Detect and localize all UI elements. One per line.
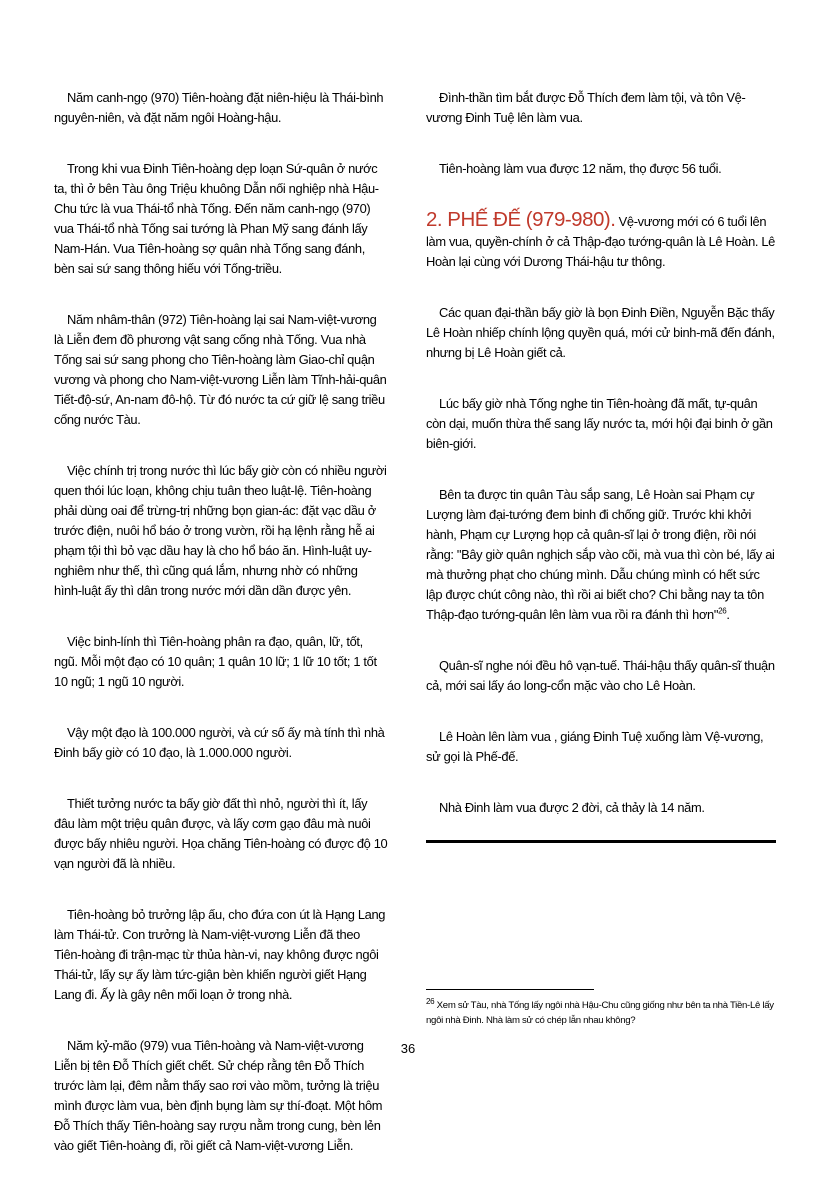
section-heading-paragraph <box>426 210 776 272</box>
paragraph: Lúc bấy giờ nhà Tống nghe tin Tiên-hoàng đã mất, tự-quân còn dại, muốn thừa thế sang lấy nước ta, mới hội đại binh ở gần biên-giới. <box>426 396 773 451</box>
page-number: 36 <box>400 1041 416 1056</box>
paragraph: Thiết tưởng nước ta bấy giờ đất thì nhỏ, người thì ít, lấy đâu làm một triệu quân được, và lấy cơm gạo đâu mà nuôi được bấy nhiêu người. Họa chăng Tiên-hoàng có được độ 10 vạn người đã là nhiều. <box>54 796 388 871</box>
paragraph: Các quan đại-thần bấy giờ là bọn Đinh Điền, Nguyễn Bặc thấy Lê Hoàn nhiếp chính lộng quyền quá, mới cử binh-mã đến đánh, nhưng bị Lê Hoàn giết cả. <box>426 305 775 360</box>
section-title: 2. PHẾ ĐẾ (979-980). <box>426 208 616 231</box>
paragraph: Lê Hoàn lên làm vua , giáng Đinh Tuệ xuống làm Vệ-vương, sử gọi là Phế-đế. <box>426 729 764 764</box>
right-column <box>426 88 776 849</box>
footnote-reference[interactable]: 26 <box>718 606 727 616</box>
paragraph: Vậy một đạo là 100.000 người, và cứ số ấy mà tính thì nhà Đinh bấy giờ có 10 đạo, là 1.000.000 người. <box>54 725 385 760</box>
paragraph: Đình-thần tìm bắt được Đỗ Thích đem làm tội, và tôn Vệ-vương Đinh Tuệ lên làm vua. <box>426 90 746 125</box>
paragraph-end: . <box>726 607 730 622</box>
paragraph: Nhà Đinh làm vua được 2 đời, cả thảy là 14 năm. <box>439 800 705 815</box>
footnote-number: 26 <box>426 996 435 1006</box>
paragraph <box>426 485 776 625</box>
footnote-text: Xem sử Tàu, nhà Tống lấy ngôi nhà Hậu-Chu cũng giống như bên ta nhà Tiền-Lê lấy ngôi nhà Đinh. Nhà làm sử có chép lẫn nhau không? <box>426 1000 774 1026</box>
paragraph: Trong khi vua Đinh Tiên-hoàng dẹp loạn Sứ-quân ở nước ta, thì ở bên Tàu ông Triệu khuông Dẫn nối nghiệp nhà Hậu-Chu tức là vua Thái-tổ nhà Tống. Đến năm canh-ngọ (970) vua Thái-tổ nhà Tống sai tướng là Phan Mỹ sang đánh lấy Nam-Hán. Vua Tiên-hoàng sợ quân nhà Tống sang đánh, bèn sai sứ sang thông hiếu với Tống-triều. <box>54 161 379 276</box>
paragraph: Việc binh-lính thì Tiên-hoàng phân ra đạo, quân, lữ, tốt, ngũ. Mỗi một đạo có 10 quân; 1 quân 10 lữ; 1 lữ 10 tốt; 1 tốt 10 ngũ; 1 ngũ 10 người. <box>54 634 377 689</box>
paragraph: Quân-sĩ nghe nói đều hô vạn-tuế. Thái-hậu thấy quân-sĩ thuận cả, mới sai lấy áo long-cổn mặc vào cho Lê Hoàn. <box>426 658 775 693</box>
section-divider <box>426 840 776 843</box>
paragraph: Năm canh-ngọ (970) Tiên-hoàng đặt niên-hiệu là Thái-bình nguyên-niên, và đặt năm ngôi Hoàng-hậu. <box>54 90 384 125</box>
paragraph: Năm nhâm-thân (972) Tiên-hoàng lại sai Nam-việt-vương là Liễn đem đồ phương vật sang cống nhà Tống. Vua nhà Tống sai sứ sang phong cho Tiên-hoàng làm Giao-chỉ quận vương và phong cho Nam-việt-vương Liễn làm Tĩnh-hải-quân Tiết-độ-sứ, An-nam đô-hộ. Từ đó nước ta cứ giữ lệ sang triều cống nước Tàu. <box>54 312 387 427</box>
paragraph-text: Bên ta được tin quân Tàu sắp sang, Lê Hoàn sai Phạm cự Lượng làm đại-tướng đem binh đi chống giữ. Trước khi khởi hành, Phạm cự Lượng họp cả quân-sĩ lại ở trong điện, rồi nói rằng: "Bây giờ quân nghịch sắp vào cõi, mà vua thì còn bé, lấy ai mà thưởng phạt cho chúng mình. Dẫu chúng mình có hết sức lập được chút công nào, thì rồi ai biết cho? Chi bằng nay ta tôn Thập-đạo tướng-quân lên làm vua rồi ra đánh thì hơn" <box>426 487 775 622</box>
paragraph: Tiên-hoàng bỏ trưởng lập ấu, cho đứa con út là Hạng Lang làm Thái-tử. Con trưởng là Nam-việt-vương Liễn đã theo Tiên-hoàng đi trận-mạc từ thủa hàn-vi, nay không được ngôi Thái-tử, lấy sự ấy làm tức-giận bèn khiến người giết Hạng Lang đi. Ấy là gây nên mối loạn ở trong nhà. <box>54 907 386 1002</box>
paragraph: Tiên-hoàng làm vua được 12 năm, thọ được 56 tuổi. <box>439 161 722 176</box>
paragraph: Việc chính trị trong nước thì lúc bấy giờ còn có nhiều người quen thói lúc loạn, không chịu tuân theo luật-lệ. Tiên-hoàng phải dùng oai để trừng-trị những bọn gian-ác: đặt vạc dầu ở trước điện, nuôi hổ báo ở trong vườn, rồi hạ lệnh rằng hễ ai phạm tội thì bỏ vạc dầu hay là cho hổ báo ăn. Hình-luật uy-nghiêm như thế, thì cũng quá lắm, nhưng nhờ có những hình-luật ấy thì dân trong nước mới dần dần được yên. <box>54 463 387 598</box>
left-column <box>54 88 388 1187</box>
paragraph: Năm kỷ-mão (979) vua Tiên-hoàng và Nam-việt-vương Liễn bị tên Đỗ Thích giết chết. Sử chép rằng tên Đỗ Thích trước làm lại, đêm nằm thấy sao rơi vào mồm, tưởng là triệu mình được làm vua, bèn định bụng làm sự thí-đoạt. Một hôm Đỗ Thích thấy Tiên-hoàng say rượu nằm trong cung, bèn lẻn vào giết Tiên-hoàng đi, rồi giết cả Nam-việt-vương Liễn. <box>54 1038 383 1153</box>
footnote <box>426 998 782 1028</box>
section-text: Vệ-vương mới có 6 tuổi lên làm vua, quyền-chính ở cả Thập-đạo tướng-quân là Lê Hoàn. Lê Hoàn lại cùng với Dương Thái-hậu tư thông. <box>426 214 775 269</box>
footnote-divider <box>426 989 594 990</box>
